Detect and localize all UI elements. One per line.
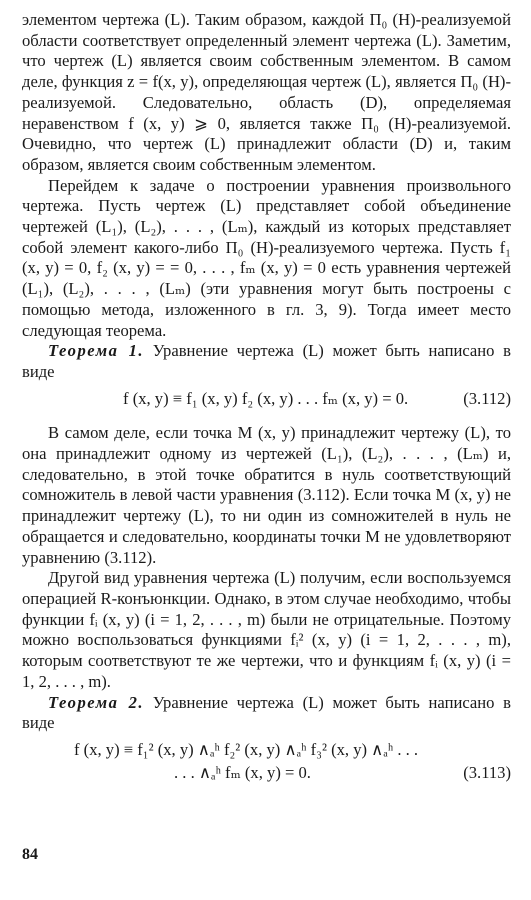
page-number: 84 [22,846,38,863]
paragraph-4: Другой вид уравнения чертежа (L) получим, если воспользуемся операцией R-конъюнкции. Однако, в этом случае необходимо, чтобы функции fᵢ (x, y) (i = 1, 2, . . . , m) были не отрицательные. Поэтому можно воспользоваться функциями fᵢ² (x, y) (i = 1, 2, . . . , m), которым соответствуют те же чертежи, что и функциям fᵢ (x, y) (i = 1, 2, . . . , m). [22,568,511,691]
paragraph-2: Перейдем к задаче о построении уравнения произвольного чертежа. Пусть чертеж (L) представляет собой объединение чертежей (L₁), (L₂), . . . , (Lₘ), каждый из которых представляет собой элемент какого-либо Π₀ (H)-реализуемого чертежа. Пусть f₁ (x, y) = 0, f₂ (x, y) = = 0, . . . , fₘ (x, y) = 0 есть уравнения чертежей (L₁), (L₂), . . . , (Lₘ) (эти уравнения могут быть построены с помощью метода, изложенного в гл. 3, 9). Тогда имеет место следующая теорема. [22,175,511,340]
equation-3-113-line-2-row [22,763,511,784]
equation-3-112-expression: f (x, y) ≡ f₁ (x, y) f₂ (x, y) . . . fₘ (x, y) = 0. [123,388,409,408]
theorem-2-text: Уравнение чертежа (L) может быть написано в виде [22,692,511,733]
theorem-1-text: Уравнение чертежа (L) может быть написано в виде [22,341,511,381]
theorem-1 [22,341,511,382]
equation-3-113-line-1: f (x, y) ≡ f₁² (x, y) ∧ₐʰ f₂² (x, y) ∧ₐʰ f₃² (x, y) ∧ₐʰ . . . [74,739,419,759]
theorem-2 [22,693,511,734]
equation-3-113-line-2: . . . ∧ₐʰ fₘ (x, y) = 0. [174,762,311,782]
paragraph-3: В самом деле, если точка M (x, y) принадлежит чертежу (L), то она принадлежит одному из чертежей (L₁), (L₂), . . . , (Lₘ) и, следовательно, в этой точке обратится в нуль соответствующий сомножитель в левой части уравнения (3.112). Если точка M (x, y) не принадлежит чертежу (L), то ни один из сомножителей в нуль не обращается и следовательно, координаты точки M не удовлетворяют уравнению (3.112). [22,423,511,567]
paragraph-1: элементом чертежа (L). Таким образом, каждой Π₀ (H)-реализуемой области соответствует определенный элемент чертежа (L). Заметим, что чертеж (L) является своим собственным элементом. В самом деле, функция z = f(x, y), определяющая чертеж (L), является Π₀ (H)-реализуемой. Следовательно, область (D), определяемая неравенством f (x, y) ⩾ 0, является также Π₀ (H)-реализуемой. Очевидно, что чертеж (L) принадлежит области (D) и, таким образом, является своим собственным элементом. [22,10,511,174]
equation-3-112 [22,389,511,410]
equation-3-113-number: (3.113) [463,762,511,782]
equation-3-112-number: (3.112) [463,388,511,408]
theorem-2-heading: Теорема 2. [48,692,145,712]
theorem-1-heading: Теорема 1. [48,341,145,361]
